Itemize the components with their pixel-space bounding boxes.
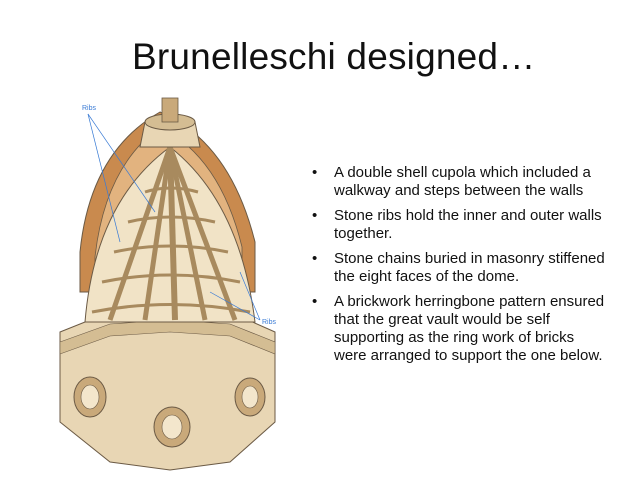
bullet-item	[310, 164, 610, 200]
bullet-text: Stone ribs hold the inner and outer walls together.	[334, 207, 602, 242]
dome-cutaway-illustration	[50, 92, 290, 472]
bullet-dot: •	[312, 250, 318, 267]
bullet-item	[310, 207, 610, 243]
slide-title: Brunelleschi designed…	[132, 36, 536, 77]
oculus-window	[162, 415, 182, 439]
rib-label-right: Ribs	[262, 319, 277, 326]
lantern-pillar	[162, 98, 178, 122]
bullet-text: Stone chains buried in masonry stiffened the eight faces of the dome.	[334, 250, 605, 285]
bullet-item	[310, 250, 610, 286]
rib-label-top: Ribs	[82, 105, 97, 112]
bullet-list	[310, 164, 610, 372]
bullet-dot: •	[312, 293, 318, 310]
bullet-item	[310, 293, 610, 365]
bullet-text: A double shell cupola which included a walkway and steps between the walls	[334, 164, 591, 199]
oculus-window	[81, 385, 99, 409]
oculus-window	[242, 386, 258, 408]
bullet-dot: •	[312, 207, 318, 224]
bullet-text: A brickwork herringbone pattern ensured that the great vault would be self supporting as the ring work of bricks were arranged to support the one below.	[334, 293, 605, 364]
bullet-dot: •	[312, 164, 318, 181]
